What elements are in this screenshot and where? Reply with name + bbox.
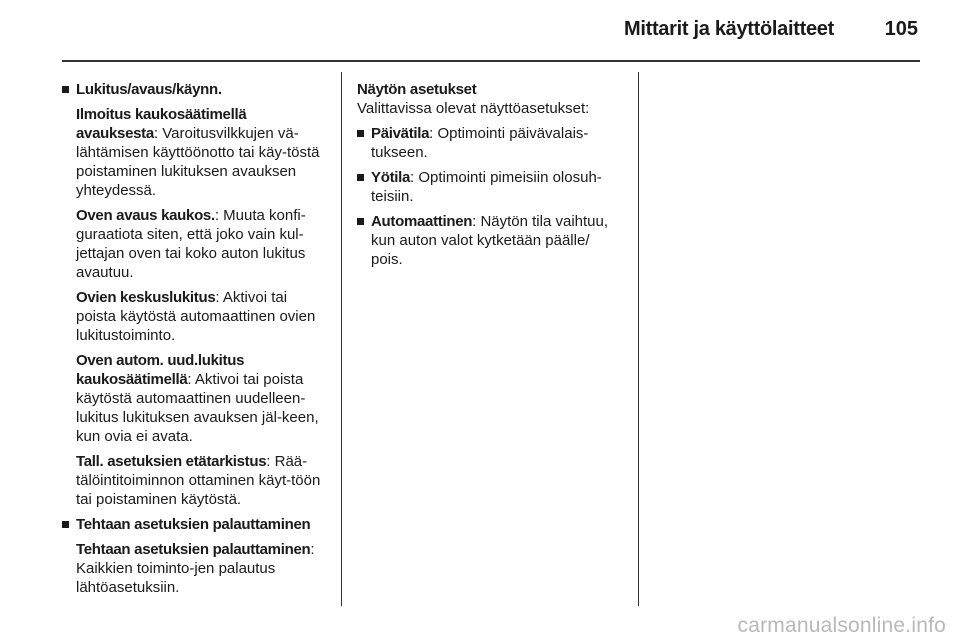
- sub-item: [62, 540, 330, 597]
- bullet-term: Päivätila: [371, 125, 430, 142]
- column-divider-left: [341, 72, 342, 606]
- bullet-term: Yötila: [371, 169, 411, 186]
- column-divider-right: [638, 72, 639, 606]
- bullet-item-day-mode: [357, 124, 625, 162]
- section-intro: Valittavissa olevat näyttöasetukset:: [357, 100, 590, 117]
- bullet-desc: : Optimointi päivävalais-tukseen.: [371, 125, 589, 161]
- bullet-item-lock-unlock: [62, 80, 330, 99]
- left-column: [62, 80, 330, 603]
- sub-term: Ilmoitus kaukosäätimellä avauksesta: [76, 106, 247, 142]
- sub-item: [62, 206, 330, 282]
- sub-desc: : Aktivoi tai poista käytöstä automaattinen uudelleen-lukitus lukituksen avauksen jäl-keen, kun ovia ei avata.: [76, 371, 319, 445]
- bullet-square-icon: [62, 86, 69, 93]
- right-column: [357, 80, 625, 275]
- sub-term: Tehtaan asetuksien palauttaminen: [76, 541, 311, 558]
- page-number: 105: [884, 18, 918, 40]
- sub-term: Oven autom. uud.lukitus kaukosäätimellä: [76, 352, 245, 388]
- sub-desc: : Aktivoi tai poista käytöstä automaattinen ovien lukitustoiminto.: [76, 289, 316, 344]
- bullet-square-icon: [357, 174, 364, 181]
- sub-item: [62, 288, 330, 345]
- section-title: Näytön asetukset: [357, 81, 477, 98]
- bullet-title: Tehtaan asetuksien palauttaminen: [76, 516, 311, 533]
- bullet-desc: : Näytön tila vaihtuu, kun auton valot kytketään päälle/ pois.: [371, 213, 609, 268]
- bullet-term: Automaattinen: [371, 213, 473, 230]
- sub-desc: : Muuta konfi-guraatiota siten, että joko vain kul-jettajan oven tai koko auton lukitus avautuu.: [76, 207, 306, 281]
- sub-term: Ovien keskuslukitus: [76, 289, 216, 306]
- bullet-square-icon: [62, 521, 69, 528]
- sub-desc: : Varoitusvilkkujen vä-lähtämisen käyttöönotto tai käy-töstä poistaminen lukituksen avauksen yhteydessä.: [76, 125, 320, 199]
- bullet-square-icon: [357, 130, 364, 137]
- bullet-title: Lukitus/avaus/käynn.: [76, 81, 222, 98]
- page-title: Mittarit ja käyttölaitteet: [623, 18, 834, 40]
- sub-term: Oven avaus kaukos.: [76, 207, 215, 224]
- sub-desc: : Kaikkien toiminto-jen palautus lähtöasetuksiin.: [76, 541, 315, 596]
- bullet-desc: : Optimointi pimeisiin olosuh-teisiin.: [371, 169, 602, 205]
- bullet-item-night-mode: [357, 168, 625, 206]
- sub-desc: : Rää-tälöintitoiminnon ottaminen käyt-töön tai poistaminen käytöstä.: [76, 453, 321, 508]
- page-header: [62, 0, 920, 62]
- bullet-item-factory-reset: [62, 515, 330, 534]
- watermark: carmanualsonline.info: [737, 614, 946, 637]
- sub-item: [62, 452, 330, 509]
- sub-item: [62, 105, 330, 200]
- sub-item: [62, 351, 330, 446]
- sub-term: Tall. asetuksien etätarkistus: [76, 453, 267, 470]
- bullet-square-icon: [357, 218, 364, 225]
- bullet-item-automatic-mode: [357, 212, 625, 269]
